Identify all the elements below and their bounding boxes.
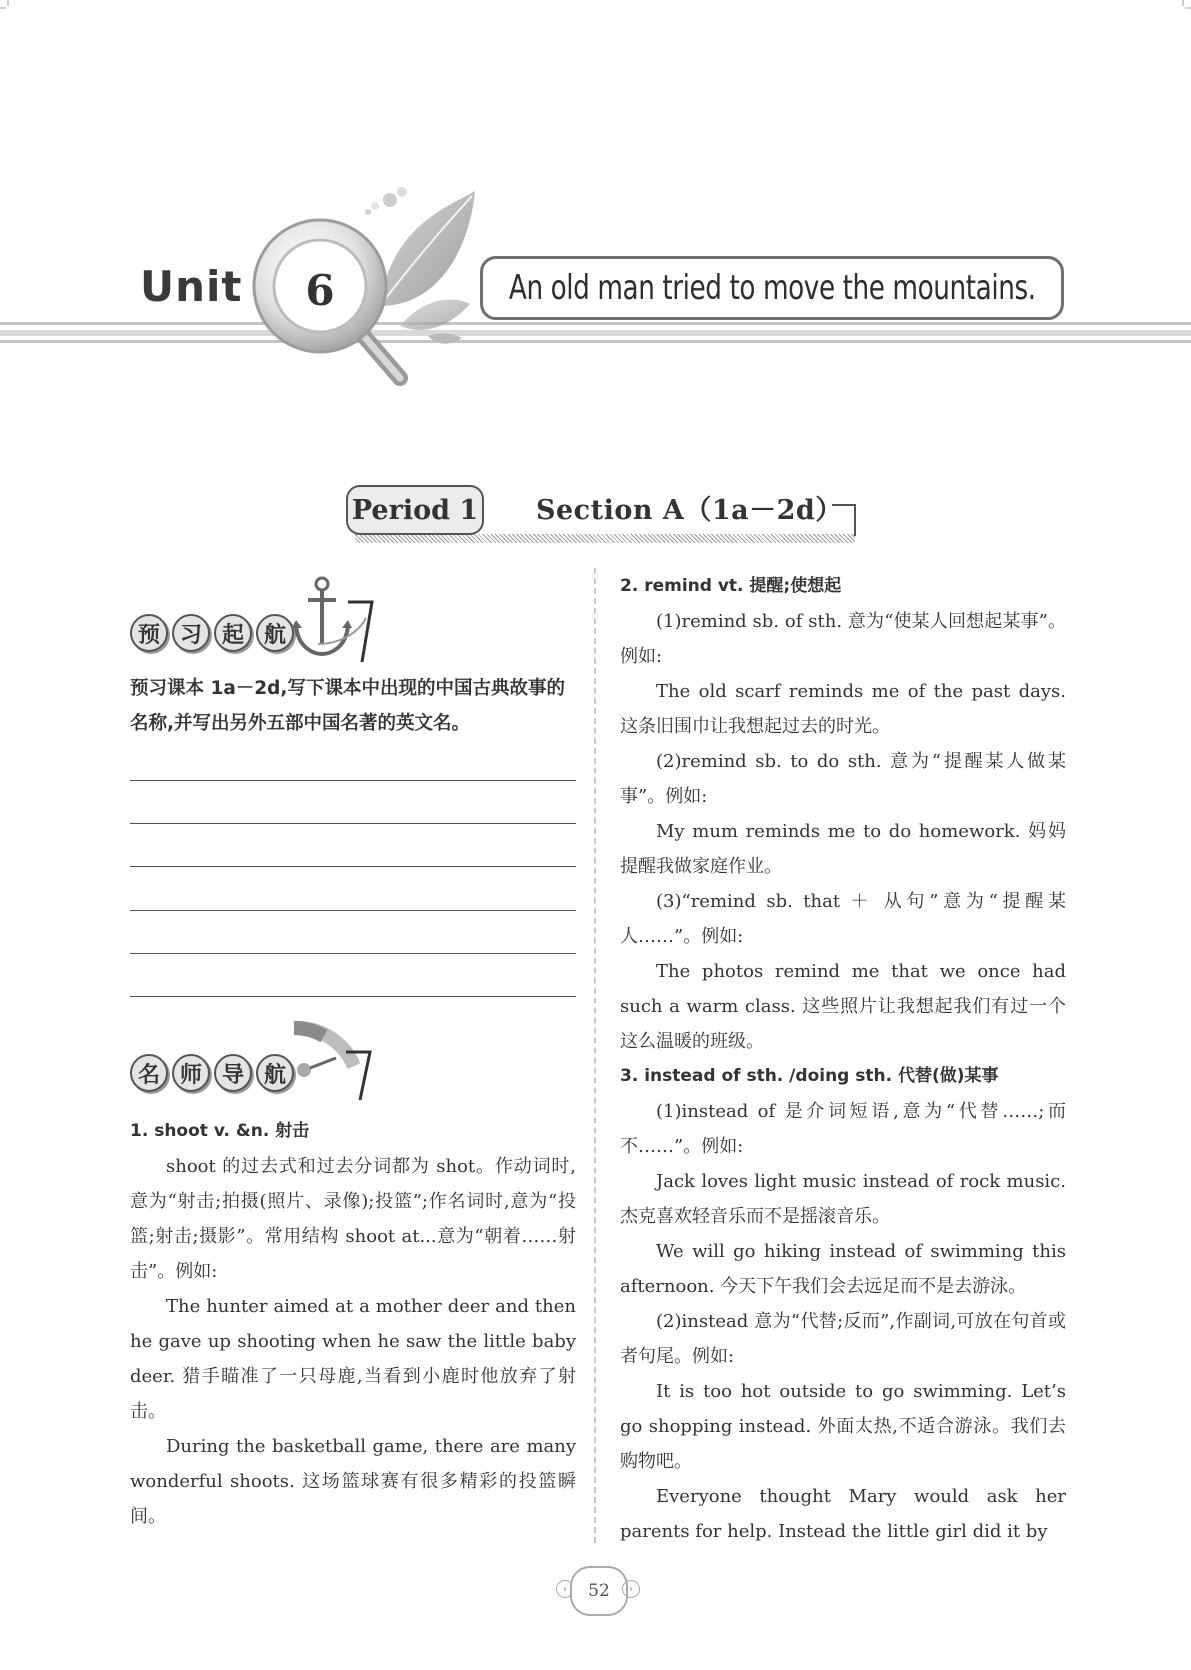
badge-char: 起	[214, 614, 252, 652]
prev-arrow-icon: ‹	[556, 1580, 574, 1598]
crop-mark-icon	[1177, 0, 1191, 14]
preview-instruction: 预习课本 1a－2d,写下课本中出现的中国古典故事的名称,并写出另外五部中国名著的英文名。	[130, 678, 565, 734]
page-number: 52	[570, 1566, 628, 1616]
unit-title-box	[480, 256, 1064, 320]
item-3-example: It is too hot outside to go swimming. Let’s go shopping instead. 外面太热,不适合游泳。我们去购物吧。	[620, 1381, 1066, 1472]
next-arrow-icon: ›	[622, 1580, 640, 1598]
right-column	[620, 569, 1066, 1549]
badge-char: 名	[130, 1054, 168, 1092]
unit-number: 6	[305, 266, 335, 315]
item-3-title: 3. instead of sth. /doing sth. 代替(做)某事	[620, 1066, 999, 1086]
magnifier-leaf-icon	[250, 186, 480, 386]
period-stripe	[355, 534, 855, 543]
item-2-example: My mum reminds me to do homework. 妈妈提醒我做家庭作业。	[620, 821, 1066, 877]
answer-line[interactable]	[130, 780, 576, 781]
preview-badge	[130, 614, 294, 652]
item-2-point: (2)remind sb. to do sth. 意为“提醒某人做某事”。例如:	[620, 751, 1066, 807]
item-3-example: We will go hiking instead of swimming this afternoon. 今天下午我们会去远足而不是去游泳。	[620, 1241, 1066, 1297]
badge-char: 航	[256, 614, 294, 652]
left-column	[130, 1114, 576, 1534]
item-1-explanation: shoot 的过去式和过去分词都为 shot。作动词时,意为“射击;拍摄(照片、录像);投篮”;作名词时,意为“投篮;射击;摄影”。常用结构 shoot at...意为“朝着……射击”。例如:	[130, 1156, 576, 1282]
column-divider	[594, 568, 596, 1543]
period-label: Period 1	[346, 485, 484, 535]
badge-char: 预	[130, 614, 168, 652]
anchor-icon	[288, 574, 378, 666]
header-band	[0, 322, 1191, 346]
answer-line[interactable]	[130, 953, 576, 954]
item-2-point: (3)“remind sb. that ＋ 从句”意为“提醒某人……”。例如:	[620, 891, 1066, 947]
crop-mark-icon	[0, 0, 14, 14]
answer-line[interactable]	[130, 996, 576, 997]
badge-char: 习	[172, 614, 210, 652]
item-3-point: (2)instead 意为“代替;反而”,作副词,可放在句首或者句尾。例如:	[620, 1311, 1066, 1367]
answer-line[interactable]	[130, 823, 576, 824]
gauge-icon	[288, 1018, 378, 1102]
item-2-example: The photos remind me that we once had such a warm class. 这些照片让我想起我们有过一个这么温暖的班级。	[620, 961, 1066, 1052]
answer-line[interactable]	[130, 866, 576, 867]
item-2-title: 2. remind vt. 提醒;使想起	[620, 576, 842, 596]
badge-char: 师	[172, 1054, 210, 1092]
item-2-example: The old scarf reminds me of the past days. 这条旧围巾让我想起过去的时光。	[620, 681, 1066, 737]
item-3-point: (1)instead of 是介词短语,意为“代替……;而不……”。例如:	[620, 1101, 1066, 1157]
item-1-example: During the basketball game, there are many wonderful shoots. 这场篮球赛有很多精彩的投篮瞬间。	[130, 1436, 576, 1527]
item-1-title: 1. shoot v. &n. 射击	[130, 1121, 310, 1141]
item-2-point: (1)remind sb. of sth. 意为“使某人回想起某事”。例如:	[620, 611, 1066, 667]
section-title: Section A（1a－2d）	[536, 495, 843, 526]
badge-char: 航	[256, 1054, 294, 1092]
item-1-example: The hunter aimed at a mother deer and then he gave up shooting when he saw the little baby deer. 猎手瞄准了一只母鹿,当看到小鹿时他放弃了射击。	[130, 1296, 576, 1422]
unit-label: Unit	[140, 262, 243, 311]
item-3-example: Jack loves light music instead of rock music. 杰克喜欢轻音乐而不是摇滚音乐。	[620, 1171, 1066, 1227]
badge-char: 导	[214, 1054, 252, 1092]
answer-line[interactable]	[130, 910, 576, 911]
guide-badge	[130, 1054, 294, 1092]
item-3-example: Everyone thought Mary would ask her parents for help. Instead the little girl did it by	[620, 1486, 1066, 1542]
unit-title: An old man tried to move the mountains.	[508, 268, 1036, 308]
